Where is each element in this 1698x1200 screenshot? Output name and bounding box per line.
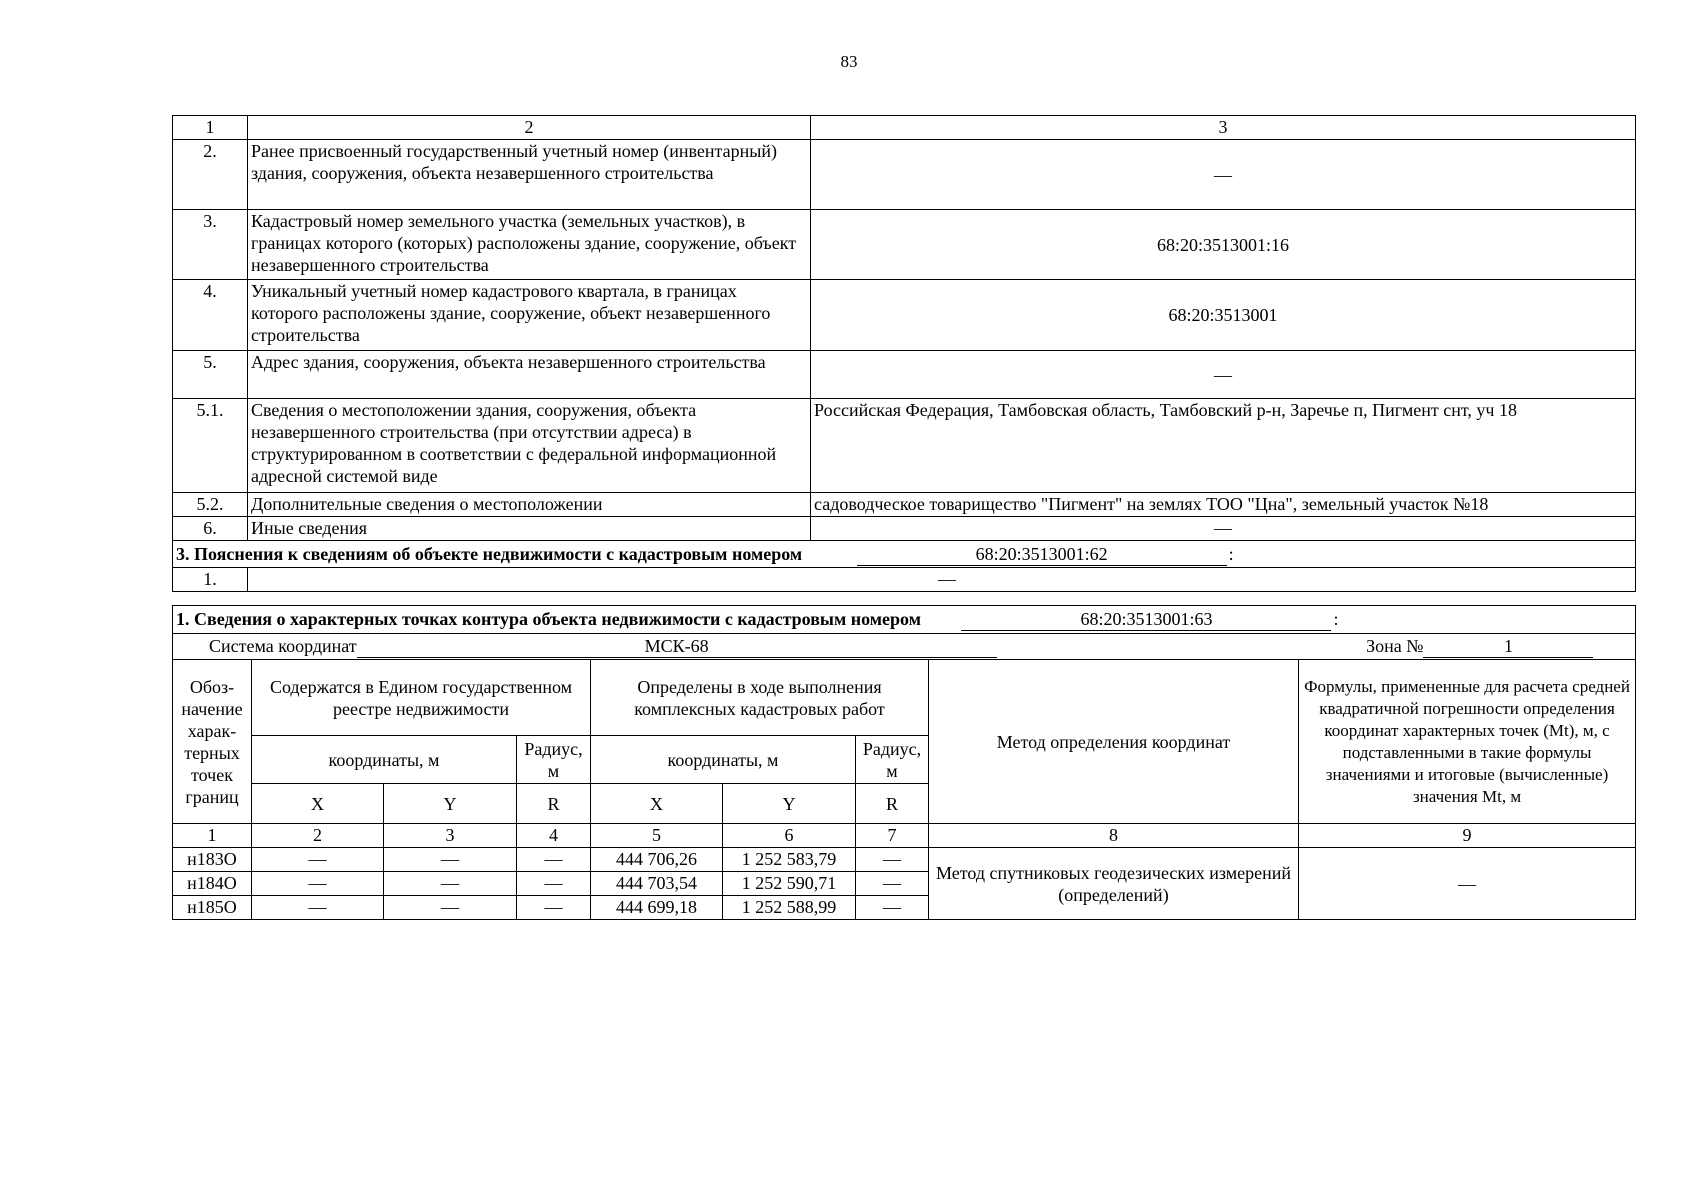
formula-header: Формулы, примененные для расчета средней квадратичной погрешности определения координат характерных точек (Mt), м, с подставленными в такие формулы значениями и итоговые (вычисленные) значения Mt, м bbox=[1299, 660, 1636, 824]
col-number: 7 bbox=[856, 824, 929, 848]
col-number: 1 bbox=[173, 824, 252, 848]
col-header-r: R bbox=[517, 784, 591, 824]
point-x: 444 699,18 bbox=[591, 896, 723, 920]
col-header-y: Y bbox=[723, 784, 856, 824]
kkr-radius-header: Радиус, м bbox=[856, 736, 929, 784]
section1-title: 1. Сведения о характерных точках контура объекта недвижимости с кадастровым номером bbox=[176, 609, 921, 629]
row-number: 5.2. bbox=[173, 493, 248, 517]
row-label: Сведения о местоположении здания, сооружения, объекта незавершенного строительства (при отсутствии адреса) в структурированном в соответствии с федеральной информационной адресной системой виде bbox=[248, 399, 811, 493]
row-value: 68:20:3513001:16 bbox=[811, 210, 1636, 280]
page-number: 83 bbox=[840, 52, 858, 71]
point-r: — bbox=[856, 848, 929, 872]
row-label: Иные сведения bbox=[248, 517, 811, 541]
section3-header bbox=[173, 541, 1636, 568]
point-r-egrn: — bbox=[517, 896, 591, 920]
col-number: 3 bbox=[384, 824, 517, 848]
kkr-coords-header: координаты, м bbox=[591, 736, 856, 784]
col-number: 5 bbox=[591, 824, 723, 848]
point-r: — bbox=[856, 872, 929, 896]
table-row bbox=[173, 848, 1636, 872]
row-label: Уникальный учетный номер кадастрового квартала, в границах которого расположены здание, сооружение, объект незавершенного строительства bbox=[248, 280, 811, 351]
egrn-radius-header: Радиус, м bbox=[517, 736, 591, 784]
col-header-x: X bbox=[252, 784, 384, 824]
point-name-header: Обоз-начение харак-терных точек границ bbox=[173, 660, 252, 824]
col-number: 4 bbox=[517, 824, 591, 848]
row-number: 5. bbox=[173, 351, 248, 399]
point-y: 1 252 583,79 bbox=[723, 848, 856, 872]
row-value: садоводческое товарищество "Пигмент" на землях ТОО "Цна", земельный участок №18 bbox=[811, 493, 1636, 517]
method-value: Метод спутниковых геодезических измерений (определений) bbox=[929, 848, 1299, 920]
section3-row bbox=[173, 568, 1636, 592]
row-number: 5.1. bbox=[173, 399, 248, 493]
row-value: — bbox=[811, 517, 1636, 541]
section1-cadnum: 68:20:3513001:63 bbox=[961, 608, 1331, 631]
point-name: н185О bbox=[173, 896, 252, 920]
table-row bbox=[173, 351, 1636, 399]
col-number-row bbox=[173, 824, 1636, 848]
coord-system bbox=[173, 634, 1636, 660]
egrn-coords-header: координаты, м bbox=[252, 736, 517, 784]
point-y-egrn: — bbox=[384, 872, 517, 896]
row-value: 68:20:3513001 bbox=[811, 280, 1636, 351]
col-number: 6 bbox=[723, 824, 856, 848]
table-row bbox=[173, 493, 1636, 517]
header-row-1 bbox=[173, 660, 1636, 736]
section1-colon: : bbox=[1333, 609, 1339, 629]
section3-header-row bbox=[173, 541, 1636, 568]
row-number: 4. bbox=[173, 280, 248, 351]
col-number: 9 bbox=[1299, 824, 1636, 848]
col-header-x: X bbox=[591, 784, 723, 824]
section3-cadnum: 68:20:3513001:62 bbox=[857, 543, 1227, 566]
method-header: Метод определения координат bbox=[929, 660, 1299, 824]
col-header-y: Y bbox=[384, 784, 517, 824]
table-row bbox=[173, 210, 1636, 280]
table-header-row bbox=[173, 116, 1636, 140]
col-header: 2 bbox=[248, 116, 811, 140]
zone-label: Зона № bbox=[1366, 636, 1424, 656]
row-number: 2. bbox=[173, 140, 248, 210]
formula-value: — bbox=[1299, 848, 1636, 920]
section3-title: 3. Пояснения к сведениям об объекте недвижимости с кадастровым номером bbox=[176, 543, 803, 564]
col-header-r: R bbox=[856, 784, 929, 824]
row-number: 1. bbox=[173, 568, 248, 592]
point-x: 444 703,54 bbox=[591, 872, 723, 896]
point-x-egrn: — bbox=[252, 896, 384, 920]
point-name: н183О bbox=[173, 848, 252, 872]
table-row bbox=[173, 399, 1636, 493]
row-value: Российская Федерация, Тамбовская область, Тамбовский р-н, Заречье п, Пигмент снт, уч 18 bbox=[811, 399, 1636, 493]
point-x-egrn: — bbox=[252, 848, 384, 872]
col-header: 3 bbox=[811, 116, 1636, 140]
point-r: — bbox=[856, 896, 929, 920]
col-header: 1 bbox=[173, 116, 248, 140]
boundary-points-table bbox=[172, 605, 1636, 920]
col-number: 2 bbox=[252, 824, 384, 848]
zone-value: 1 bbox=[1423, 635, 1593, 658]
point-r-egrn: — bbox=[517, 848, 591, 872]
table-row bbox=[173, 280, 1636, 351]
row-value: — bbox=[811, 140, 1636, 210]
table-row bbox=[173, 517, 1636, 541]
point-y-egrn: — bbox=[384, 896, 517, 920]
row-label: Адрес здания, сооружения, объекта незавершенного строительства bbox=[248, 351, 811, 399]
row-label: Кадастровый номер земельного участка (земельных участков), в границах которого (которых) расположены здание, сооружение, объект незавершенного строительства bbox=[248, 210, 811, 280]
section1-header bbox=[173, 606, 1636, 634]
section3-colon: : bbox=[1228, 543, 1234, 564]
row-label: Дополнительные сведения о местоположении bbox=[248, 493, 811, 517]
row-value: — bbox=[248, 568, 1636, 592]
col-number: 8 bbox=[929, 824, 1299, 848]
row-number: 3. bbox=[173, 210, 248, 280]
egrn-header: Содержатся в Едином государственном реестре недвижимости bbox=[252, 660, 591, 736]
coord-system-label: Система координат bbox=[209, 636, 357, 656]
section1-header-row bbox=[173, 606, 1636, 634]
building-info-table bbox=[172, 115, 1636, 592]
point-y: 1 252 588,99 bbox=[723, 896, 856, 920]
point-x: 444 706,26 bbox=[591, 848, 723, 872]
table-row bbox=[173, 140, 1636, 210]
point-r-egrn: — bbox=[517, 872, 591, 896]
point-y: 1 252 590,71 bbox=[723, 872, 856, 896]
kkr-header: Определены в ходе выполнения комплексных кадастровых работ bbox=[591, 660, 929, 736]
point-name: н184О bbox=[173, 872, 252, 896]
row-number: 6. bbox=[173, 517, 248, 541]
point-x-egrn: — bbox=[252, 872, 384, 896]
coord-system-value: МСК-68 bbox=[357, 635, 997, 658]
row-label: Ранее присвоенный государственный учетный номер (инвентарный) здания, сооружения, объекта незавершенного строительства bbox=[248, 140, 811, 210]
coord-system-row bbox=[173, 634, 1636, 660]
row-value: — bbox=[811, 351, 1636, 399]
point-y-egrn: — bbox=[384, 848, 517, 872]
